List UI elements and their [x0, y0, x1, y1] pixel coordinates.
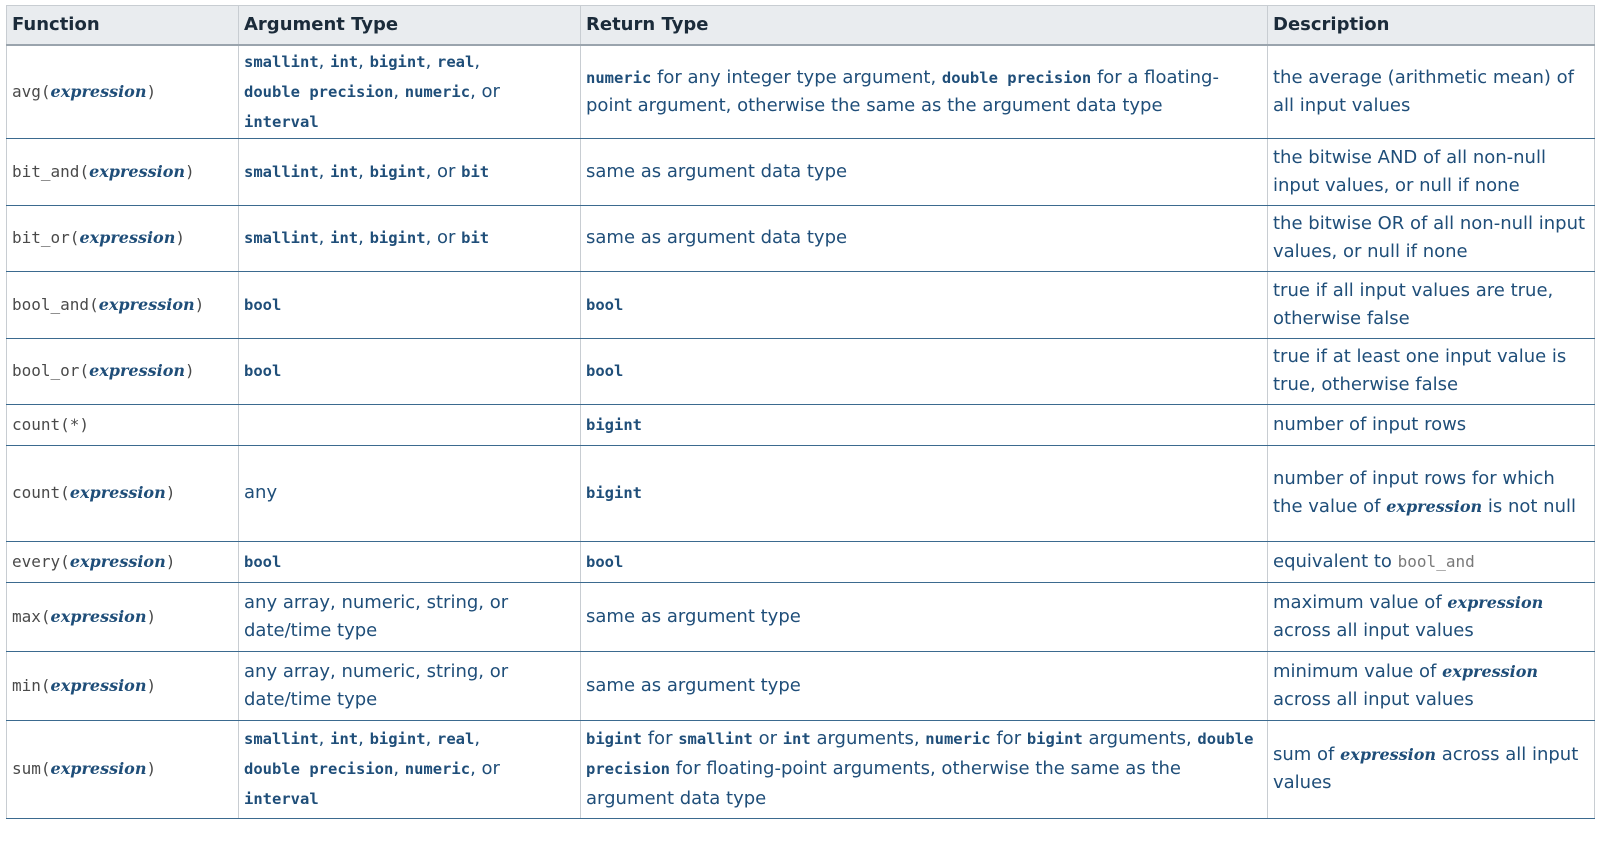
- function-name: sum: [12, 759, 41, 778]
- table-row: [7, 720, 1595, 818]
- argument-type-cell: [239, 45, 581, 138]
- type-name: numeric: [925, 730, 991, 748]
- description-text: minimum value of: [1273, 660, 1443, 682]
- type-name: double precision: [586, 730, 1254, 778]
- function-arg: expression: [98, 294, 195, 314]
- function-cell: every(expression): [7, 541, 239, 582]
- return-type-cell: [581, 271, 1268, 338]
- function-name: count: [12, 483, 61, 502]
- separator: ,: [358, 160, 370, 182]
- description-cell: [1268, 720, 1595, 818]
- type-name: bigint: [586, 730, 642, 748]
- type-name: double precision: [244, 760, 394, 778]
- description-code: expression: [1386, 497, 1483, 516]
- separator: , or: [425, 227, 462, 248]
- function-name: bit_or: [12, 228, 70, 247]
- type-name: int: [330, 730, 359, 748]
- separator: ,: [474, 50, 481, 72]
- description-code: bool_and: [1397, 551, 1475, 571]
- function-arg: expression: [89, 361, 185, 380]
- separator: ,: [318, 728, 331, 749]
- type-name: smallint: [678, 730, 753, 748]
- type-name: smallint: [244, 229, 319, 247]
- description-cell: the bitwise AND of all non-null input values, or null if none: [1268, 138, 1595, 205]
- function-cell: bit_and(expression): [7, 138, 239, 205]
- argument-type-cell: [239, 720, 581, 818]
- type-name: int: [330, 52, 359, 71]
- type-name: bool: [244, 552, 282, 571]
- type-name: bigint: [369, 162, 426, 181]
- return-text: or: [752, 728, 783, 749]
- argument-type-cell: [239, 541, 581, 582]
- table-row: [7, 205, 1595, 271]
- description-text: sum of: [1273, 744, 1341, 765]
- table-row: [7, 541, 1595, 582]
- return-type-cell: same as argument data type: [581, 138, 1268, 205]
- description-cell: [1268, 541, 1595, 582]
- function-name: avg: [12, 81, 41, 101]
- return-text: arguments,: [810, 728, 926, 749]
- description-text: number of input rows for which the value of: [1273, 468, 1555, 517]
- separator: ,: [318, 50, 331, 72]
- type-name: bool: [244, 295, 282, 314]
- separator: ,: [425, 728, 438, 749]
- function-name: every: [12, 551, 61, 571]
- return-type-cell: [581, 541, 1268, 582]
- table-row: [7, 138, 1595, 205]
- argument-type-cell: [239, 138, 581, 205]
- argument-type-cell: [239, 404, 581, 445]
- return-text: for any integer type argument,: [651, 66, 942, 88]
- type-name: smallint: [244, 162, 319, 181]
- aggregate-functions-table: [6, 5, 1595, 819]
- header-description: Description: [1268, 6, 1595, 46]
- return-type-cell: [581, 45, 1268, 138]
- function-name: bit_and: [12, 161, 80, 181]
- function-arg: expression: [50, 606, 147, 626]
- description-code: expression: [1340, 745, 1437, 764]
- type-name: bool: [586, 295, 624, 314]
- description-cell: the average (arithmetic mean) of all input values: [1268, 45, 1595, 138]
- return-type-cell: [581, 338, 1268, 404]
- return-text: arguments,: [1082, 728, 1198, 749]
- description-text: across all input values: [1273, 619, 1474, 641]
- description-code: expression: [1447, 592, 1544, 612]
- type-name: interval: [244, 790, 319, 808]
- type-name: smallint: [244, 730, 319, 748]
- description-text: is not null: [1482, 496, 1576, 517]
- table-row: [7, 45, 1595, 138]
- function-cell: max(expression): [7, 582, 239, 651]
- table-row: [7, 404, 1595, 445]
- description-cell: true if at least one input value is true, otherwise false: [1268, 338, 1595, 404]
- function-cell: sum(expression): [7, 720, 239, 818]
- header-argument-type: Argument Type: [239, 6, 581, 46]
- header-return-type: Return Type: [581, 6, 1268, 46]
- return-text: for: [642, 728, 679, 749]
- separator: , or: [470, 758, 500, 779]
- separator: ,: [393, 80, 405, 102]
- function-arg: expression: [89, 161, 185, 181]
- type-name: int: [330, 229, 359, 247]
- aggregate-functions-table-wrapper: [6, 5, 1594, 819]
- function-arg: expression: [69, 551, 166, 571]
- function-name: max: [12, 606, 41, 626]
- function-cell: count(expression): [7, 445, 239, 541]
- type-name: int: [330, 162, 359, 181]
- function-cell: bit_or(expression): [7, 205, 239, 271]
- table-row: [7, 338, 1595, 404]
- type-name: numeric: [586, 68, 652, 87]
- description-code: expression: [1442, 661, 1539, 681]
- separator: ,: [474, 728, 481, 749]
- function-name: bool_and: [12, 294, 90, 314]
- type-name: bigint: [369, 229, 426, 247]
- separator: ,: [318, 160, 331, 182]
- type-name: bool: [244, 362, 282, 380]
- function-cell: avg(expression): [7, 45, 239, 138]
- type-name: double precision: [244, 82, 394, 101]
- function-name: bool_or: [12, 361, 80, 380]
- separator: ,: [393, 758, 405, 779]
- type-name: interval: [244, 112, 319, 131]
- type-name: double precision: [941, 68, 1092, 87]
- type-name: bigint: [586, 484, 642, 502]
- type-name: numeric: [404, 82, 471, 101]
- return-type-cell: same as argument type: [581, 651, 1268, 720]
- type-name: bit: [461, 162, 490, 181]
- description-text: equivalent to: [1273, 550, 1398, 572]
- return-type-cell: [581, 445, 1268, 541]
- separator: ,: [358, 227, 370, 248]
- function-arg: expression: [50, 81, 147, 101]
- type-name: int: [782, 730, 811, 748]
- type-name: numeric: [404, 760, 471, 778]
- argument-type-cell: any: [239, 445, 581, 541]
- argument-type-cell: any array, numeric, string, or date/time type: [239, 582, 581, 651]
- function-cell: min(expression): [7, 651, 239, 720]
- argument-type-cell: [239, 338, 581, 404]
- type-name: real: [437, 730, 475, 748]
- description-text: across all input values: [1273, 744, 1579, 793]
- separator: , or: [425, 160, 462, 182]
- argument-type-cell: [239, 205, 581, 271]
- type-name: bit: [461, 229, 490, 247]
- description-cell: number of input rows: [1268, 404, 1595, 445]
- separator: , or: [470, 80, 500, 102]
- function-cell: bool_or(expression): [7, 338, 239, 404]
- function-arg: expression: [50, 759, 147, 778]
- table-row: [7, 445, 1595, 541]
- function-arg: expression: [79, 228, 176, 247]
- function-name: min: [12, 675, 41, 695]
- description-cell: [1268, 582, 1595, 651]
- type-name: bigint: [1026, 730, 1083, 748]
- description-cell: [1268, 651, 1595, 720]
- return-text: for a floating-point argument, otherwise the same as the argument data type: [586, 66, 1219, 116]
- type-name: bool: [586, 362, 624, 380]
- type-name: smallint: [244, 52, 319, 71]
- table-row: [7, 271, 1595, 338]
- type-name: real: [437, 52, 475, 71]
- header-row: [7, 6, 1595, 46]
- return-type-cell: [581, 720, 1268, 818]
- description-cell: true if all input values are true, otherwise false: [1268, 271, 1595, 338]
- return-type-cell: [581, 404, 1268, 445]
- description-cell: [1268, 445, 1595, 541]
- separator: ,: [358, 50, 370, 72]
- return-text: for: [990, 728, 1027, 749]
- function-arg: expression: [50, 675, 147, 695]
- return-text: for floating-point arguments, otherwise the same as the argument data type: [586, 758, 1181, 809]
- function-cell: bool_and(expression): [7, 271, 239, 338]
- separator: ,: [318, 227, 331, 248]
- type-name: bool: [586, 552, 624, 571]
- description-cell: the bitwise OR of all non-null input values, or null if none: [1268, 205, 1595, 271]
- type-name: bigint: [369, 730, 426, 748]
- description-text: maximum value of: [1273, 591, 1448, 613]
- table-row: [7, 582, 1595, 651]
- return-type-cell: same as argument data type: [581, 205, 1268, 271]
- function-arg: expression: [69, 483, 166, 502]
- function-cell: count(*): [7, 404, 239, 445]
- argument-type-cell: [239, 271, 581, 338]
- table-row: [7, 651, 1595, 720]
- argument-type-cell: any array, numeric, string, or date/time type: [239, 651, 581, 720]
- separator: ,: [425, 50, 438, 72]
- type-name: bigint: [586, 415, 642, 434]
- header-function: Function: [7, 6, 239, 46]
- return-type-cell: same as argument type: [581, 582, 1268, 651]
- type-name: bigint: [369, 52, 426, 71]
- description-text: across all input values: [1273, 688, 1474, 710]
- separator: ,: [358, 728, 370, 749]
